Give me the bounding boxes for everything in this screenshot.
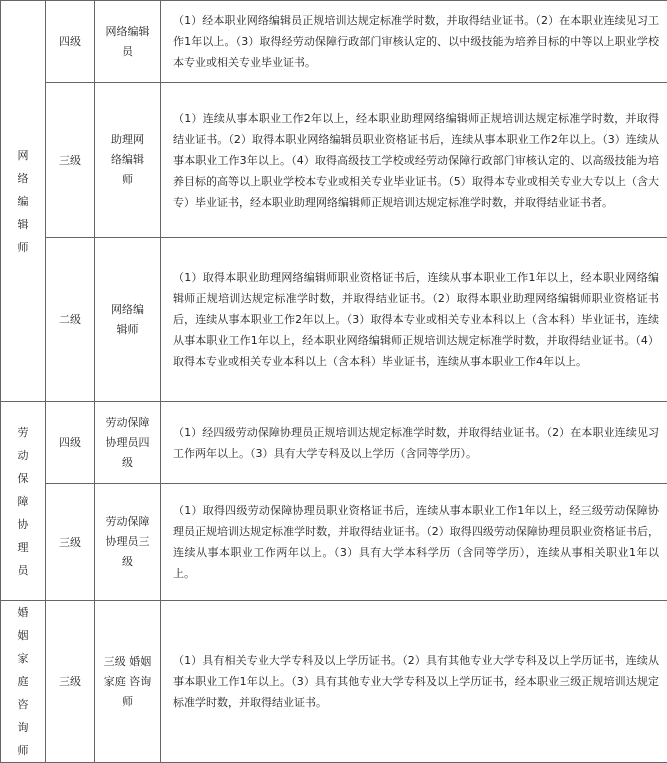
level-cell: 四级	[46, 402, 95, 484]
occupation-name: 婚姻家庭咨询师	[16, 601, 30, 762]
conditions-cell: （1）经本职业网络编辑员正规培训达规定标准学时数，并取得结业证书。（2）在本职业连续见习工作1年以上。（3）取得经劳动保障行政部门审核认定的、以中级技能为培养目标的中等以上职业学校本专业或相关专业毕业证书。	[161, 1, 667, 83]
conditions-cell: （1）连续从事本职业工作2年以上，经本职业助理网络编辑师正规培训达规定标准学时数，并取得结业证书。（2）取得本职业网络编辑员职业资格证书后，连续从事本职业工作2年以上。（3）连续从事本职业工作3年以上。（4）取得高级技工学校或经劳动保障行政部门审核认定的、以高级技能为培养目标的高等以上职业学校本专业或相关专业毕业证书。（5）取得本专业或相关专业大专以上（含大专）毕业证书，经本职业助理网络编辑师正规培训达规定标准学时数，并取得结业证书者。	[161, 83, 667, 238]
title-cell	[95, 601, 161, 763]
title-text: 三级 婚姻 家庭 咨询师	[102, 652, 154, 712]
table-row	[1, 601, 667, 763]
level-cell: 三级	[46, 484, 95, 601]
title-cell	[95, 484, 161, 601]
occupation-cell	[1, 601, 46, 763]
table-row	[1, 83, 667, 238]
conditions-cell: （1）取得本职业助理网络编辑师职业资格证书后，连续从事本职业工作1年以上，经本职业网络编辑师正规培训达规定标准学时数，并取得结业证书。（2）取得本职业助理网络编辑师职业资格证书后，连续从事本职业工作2年以上。（3）取得本专业或相关专业本科以上（含本科）毕业证书，连续从事本职业工作1年以上，经本职业网络编辑师正规培训达规定标准学时数，并取得结业证书。（4）取得本专业或相关专业本科以上（含本科）毕业证书，连续从事本职业工作4年以上。	[161, 238, 667, 402]
occupation-cell	[1, 402, 46, 601]
table-row	[1, 402, 667, 484]
title-text: 网络编辑师	[110, 300, 146, 340]
title-text: 助理网络编辑师	[110, 130, 146, 190]
conditions-cell: （1）经四级劳动保障协理员正规培训达规定标准学时数，并取得结业证书。（2）在本职业连续见习工作两年以上。（3）具有大学专科及以上学历（含同等学历）。	[161, 402, 667, 484]
title-cell	[95, 238, 161, 402]
table-row	[1, 484, 667, 601]
title-cell	[95, 402, 161, 484]
level-cell: 三级	[46, 601, 95, 763]
level-cell: 二级	[46, 238, 95, 402]
occupation-name: 网络编辑师	[16, 144, 30, 259]
conditions-cell: （1）具有相关专业大学专科及以上学历证书。（2）具有其他专业大学专科及以上学历证书，连续从事本职业工作1年以上。（3）具有其他专业大学专科及以上学历证书，经本职业三级正规培训达规定标准学时数，并取得结业证书。	[161, 601, 667, 763]
table-row	[1, 1, 667, 83]
table-row	[1, 238, 667, 402]
conditions-cell: （1）取得四级劳动保障协理员职业资格证书后，连续从事本职业工作1年以上，经三级劳动保障协理员正规培训达规定标准学时数，并取得结业证书。（2）取得四级劳动保障协理员职业资格证书后，连续从事本职业工作两年以上。（3）具有大学本科学历（含同等学历），连续从事相关职业1年以上。	[161, 484, 667, 601]
title-text: 劳动保障协理员四级	[102, 413, 154, 473]
level-cell: 三级	[46, 83, 95, 238]
title-text: 劳动保障协理员三级	[102, 512, 154, 572]
title-text: 网络编辑员	[102, 22, 154, 62]
occupation-cell	[1, 1, 46, 402]
level-cell: 四级	[46, 1, 95, 83]
occupation-name: 劳动保障协理员	[16, 421, 30, 582]
title-cell	[95, 1, 161, 83]
title-cell	[95, 83, 161, 238]
